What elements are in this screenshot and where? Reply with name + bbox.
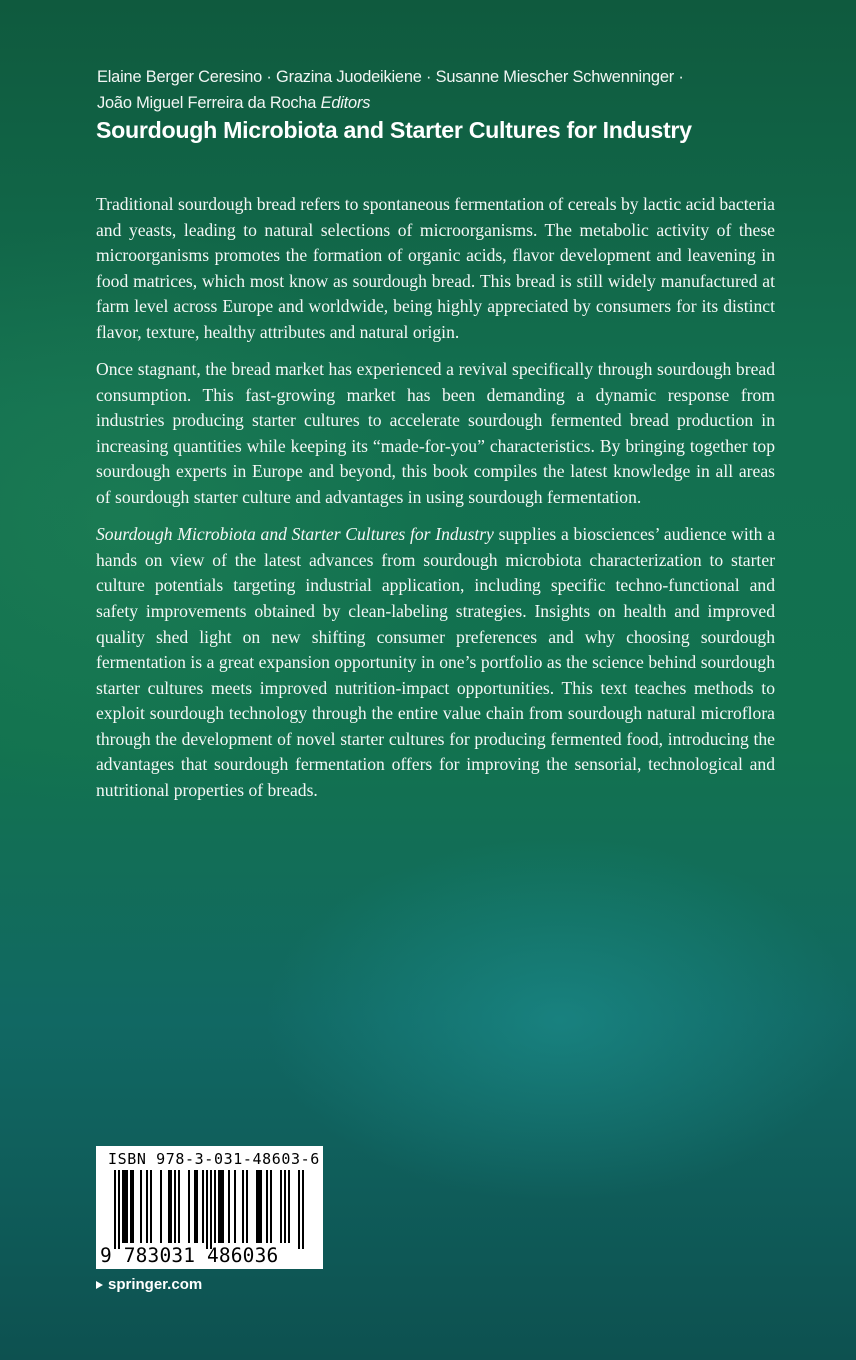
barcode-bar [246,1170,248,1243]
barcode-bar [132,1170,134,1243]
barcode-guard-bar [206,1170,208,1249]
barcode-bar [174,1170,176,1243]
barcode-digits: 9 783031 486036 [100,1244,279,1267]
editors-block [97,64,797,116]
isbn-label: ISBN 978-3-031-48603-6 [108,1150,320,1168]
barcode-bar [196,1170,198,1243]
blurb-paragraph-3 [96,522,775,804]
blurb-book-title-italic: Sourdough Microbiota and Starter Cultures for Industry [96,524,494,545]
editors-line-2 [97,90,797,116]
barcode-bar [122,1170,124,1243]
back-cover-blurb [96,192,775,815]
barcode-bar [256,1170,258,1243]
publisher-link[interactable] [96,1276,202,1293]
barcode-bar [214,1170,216,1243]
barcode-bar [146,1170,148,1243]
barcode-guard-bar [118,1170,120,1249]
barcode-guard-bar [302,1170,304,1249]
blurb-paragraph-1: Traditional sourdough bread refers to spontaneous fermentation of cereals by lactic acid bacteria and yeasts, leading to natural selections of microorganisms. The metabolic activity of these microorganisms promotes the formation of organic acids, flavor development and leavening in food matrices, which most know as sourdough bread. This bread is still widely manufactured at farm level across Europe and worldwide, being highly appreciated by consumers for its distinct flavor, texture, healthy attributes and natural origin. [96,194,775,342]
barcode-bar [150,1170,152,1243]
barcode-bar [202,1170,204,1243]
book-title: Sourdough Microbiota and Starter Cultures for Industry [96,117,692,143]
barcode-guard-bar [298,1170,300,1249]
blurb-paragraph-3-text: supplies a biosciences’ audience with a hands on view of the latest advances from sourdough microbiota characterization to starter culture potentials targeting industrial application, including specific techno-functional and safety improvements obtained by clean-labeling strategies. Insights on health and improved quality shed light on new shifting consumer preferences and why choosing sourdough fermentation is a great expansion opportunity in one’s portfolio as the science behind sourdough starter cultures meets improved nutrition-impact opportunities. This text teaches methods to exploit sourdough technology through the entire value chain from sourdough natural microflora through the development of novel starter cultures for producing fermented food, introducing the advantages that sourdough fermentation offers for improving the sensorial, technological and nutritional properties of breads. [96,524,776,801]
barcode-bar [168,1170,170,1243]
arrow-right-icon [96,1281,103,1289]
barcode-bar [140,1170,142,1243]
isbn-barcode [96,1146,323,1269]
barcode-bar [222,1170,224,1243]
editors-role: Editors [320,94,371,112]
barcode-bar [160,1170,162,1243]
barcode-bar [178,1170,180,1243]
barcode-bar [234,1170,236,1243]
editor-name: João Miguel Ferreira da Rocha [97,94,317,112]
barcode-bar [188,1170,190,1243]
editors-line-1: Elaine Berger Ceresino · Grazina Juodeikiene · Susanne Miescher Schwenninger · [97,68,684,86]
barcode-bar [124,1170,126,1243]
barcode-bar [260,1170,262,1243]
barcode-bar [270,1170,272,1243]
blurb-paragraph-2: Once stagnant, the bread market has experienced a revival specifically through sourdough bread consumption. This fast-growing market has been demanding a dynamic response from industries producing starter cultures to accelerate sourdough fermented bread production in increasing quantities while keeping its “made-for-you” characteristics. By bringing together top sourdough experts in Europe and beyond, this book compiles the latest knowledge in all areas of sourdough starter culture and advantages in using sourdough fermentation. [96,359,775,508]
barcode-guard-bar [114,1170,116,1249]
barcode-bar [130,1170,132,1243]
barcode-bar [126,1170,128,1243]
barcode-bar [242,1170,244,1243]
barcode-bar [220,1170,222,1243]
barcode-bar [284,1170,286,1243]
barcode-bar [228,1170,230,1243]
barcode-bar [194,1170,196,1243]
barcode-bar [288,1170,290,1243]
barcode-guard-bar [210,1170,212,1249]
barcode-bar [258,1170,260,1243]
barcode-bar [218,1170,220,1243]
barcode-bar [266,1170,268,1243]
barcode-bar [170,1170,172,1243]
barcode-bar [280,1170,282,1243]
publisher-url[interactable]: springer.com [108,1276,203,1293]
